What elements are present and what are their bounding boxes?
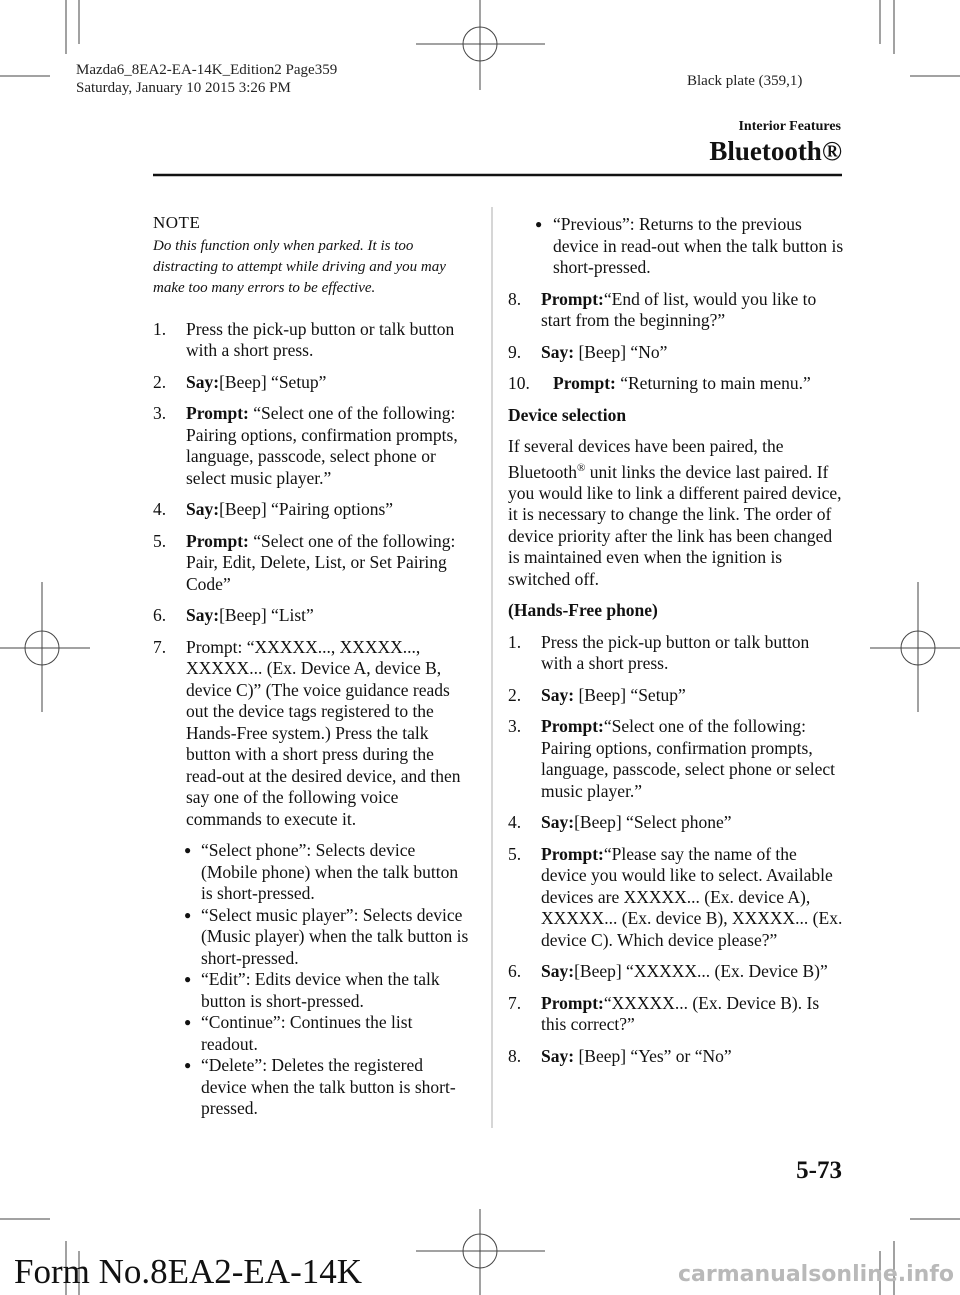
step-7: 7. Prompt: “XXXXX..., XXXXX..., XXXXX... (Ex. Device A, device B, device C)” (The voice guidance reads out the device tags registered to the Hands-Free system.) Press the talk button with a short press during the read-out at the desired device, and then say one of the following voice commands to execute it. bbox=[153, 636, 461, 829]
print-file-label: Mazda6_8EA2-EA-14K_Edition2 Page359 bbox=[76, 62, 338, 78]
bullet-delete: ● “Delete”: Deletes the registered device when the talk button is short-pressed. bbox=[184, 1055, 456, 1118]
bullet-icon: ● bbox=[184, 843, 192, 857]
step-6: 6. Say:[Beep] “List” bbox=[153, 605, 314, 625]
hf-step-7: 7. Prompt:“XXXXX... (Ex. Device B). Is this correct?” bbox=[508, 992, 820, 1035]
hf-step-5: 5. Prompt:“Please say the name of the device you would like to select. Available devices are XXXXX... (Ex. device A), XXXXX... (Ex. device B), XXXXX... (Ex. device C). Which device please?” bbox=[508, 843, 843, 950]
right-column bbox=[508, 214, 844, 1067]
print-date-label: Saturday, January 10 2015 3:26 PM bbox=[76, 80, 291, 96]
bullet-continue: ● “Continue”: Continues the list readout. bbox=[184, 1012, 413, 1054]
left-column bbox=[153, 212, 473, 1120]
watermark: carmanualsonline.info bbox=[678, 1262, 954, 1287]
bullet-select-phone: ● “Select phone”: Selects device (Mobile phone) when the talk button is short-pressed. bbox=[184, 840, 459, 903]
device-selection-paragraph: If several devices have been paired, the Bluetooth® unit links the device last paired. If you would like to link a different paired device, it is necessary to change the link. The order of device priority after the link has been changed is maintained even when the ignition is switched off. bbox=[508, 436, 842, 589]
step-3: 3. Prompt: “Select one of the following: Pairing options, confirmation prompts, language, passcode, select phone or select music player.” bbox=[153, 403, 458, 488]
hf-step-2: 2. Say: [Beep] “Setup” bbox=[508, 684, 686, 705]
note-title: NOTE bbox=[153, 213, 201, 232]
bullet-previous: ● “Previous”: Returns to the previous device in read-out when the talk button is short-pressed. bbox=[535, 214, 844, 277]
hf-step-8: 8. Say: [Beep] “Yes” or “No” bbox=[508, 1045, 732, 1066]
step-4: 4. Say:[Beep] “Pairing options” bbox=[153, 499, 394, 519]
bullet-icon: ● bbox=[535, 217, 543, 231]
section-title: Bluetooth® bbox=[709, 136, 842, 166]
step-2: 2. Say:[Beep] “Setup” bbox=[153, 371, 327, 392]
black-plate-label: Black plate (359,1) bbox=[687, 73, 803, 89]
bullet-icon: ● bbox=[184, 907, 192, 922]
step-8: 8. Prompt:“End of list, would you like to start from the beginning?” bbox=[508, 288, 817, 330]
bullet-select-music-player: ● “Select music player”: Selects device (Music player) when the talk button is short-pressed. bbox=[184, 904, 469, 968]
bullet-icon: ● bbox=[184, 1058, 192, 1072]
hf-step-4: 4. Say:[Beep] “Select phone” bbox=[508, 812, 732, 833]
step-5: 5. Prompt: “Select one of the following: Pair, Edit, Delete, List, or Set Pairing Code” bbox=[153, 530, 456, 594]
step-9: 9. Say: [Beep] “No” bbox=[508, 341, 668, 362]
device-selection-heading: Device selection bbox=[508, 404, 627, 425]
hf-step-1: 1. Press the pick-up button or talk button with a short press. bbox=[508, 631, 810, 674]
page-number: 5-73 bbox=[796, 1157, 842, 1184]
bullet-icon: ● bbox=[184, 1015, 192, 1029]
note-text: Do this function only when parked. It is too distracting to attempt while driving and you may make too many errors to be effective. bbox=[153, 237, 446, 296]
bullet-edit: ● “Edit”: Edits device when the talk button is short-pressed. bbox=[184, 969, 440, 1011]
bullet-icon: ● bbox=[184, 972, 192, 986]
step-10: 10. Prompt: “Returning to main menu.” bbox=[508, 373, 811, 393]
hf-step-3: 3. Prompt:“Select one of the following: Pairing options, confirmation prompts, language, passcode, select phone or select music player.” bbox=[508, 716, 835, 801]
step-1: 1. Press the pick-up button or talk button with a short press. bbox=[153, 318, 455, 360]
section-category: Interior Features bbox=[738, 119, 841, 134]
form-number: Form No.8EA2-EA-14K bbox=[14, 1252, 363, 1291]
hf-step-6: 6. Say:[Beep] “XXXXX... (Ex. Device B)” bbox=[508, 961, 828, 982]
handsfree-heading: (Hands-Free phone) bbox=[508, 600, 658, 621]
